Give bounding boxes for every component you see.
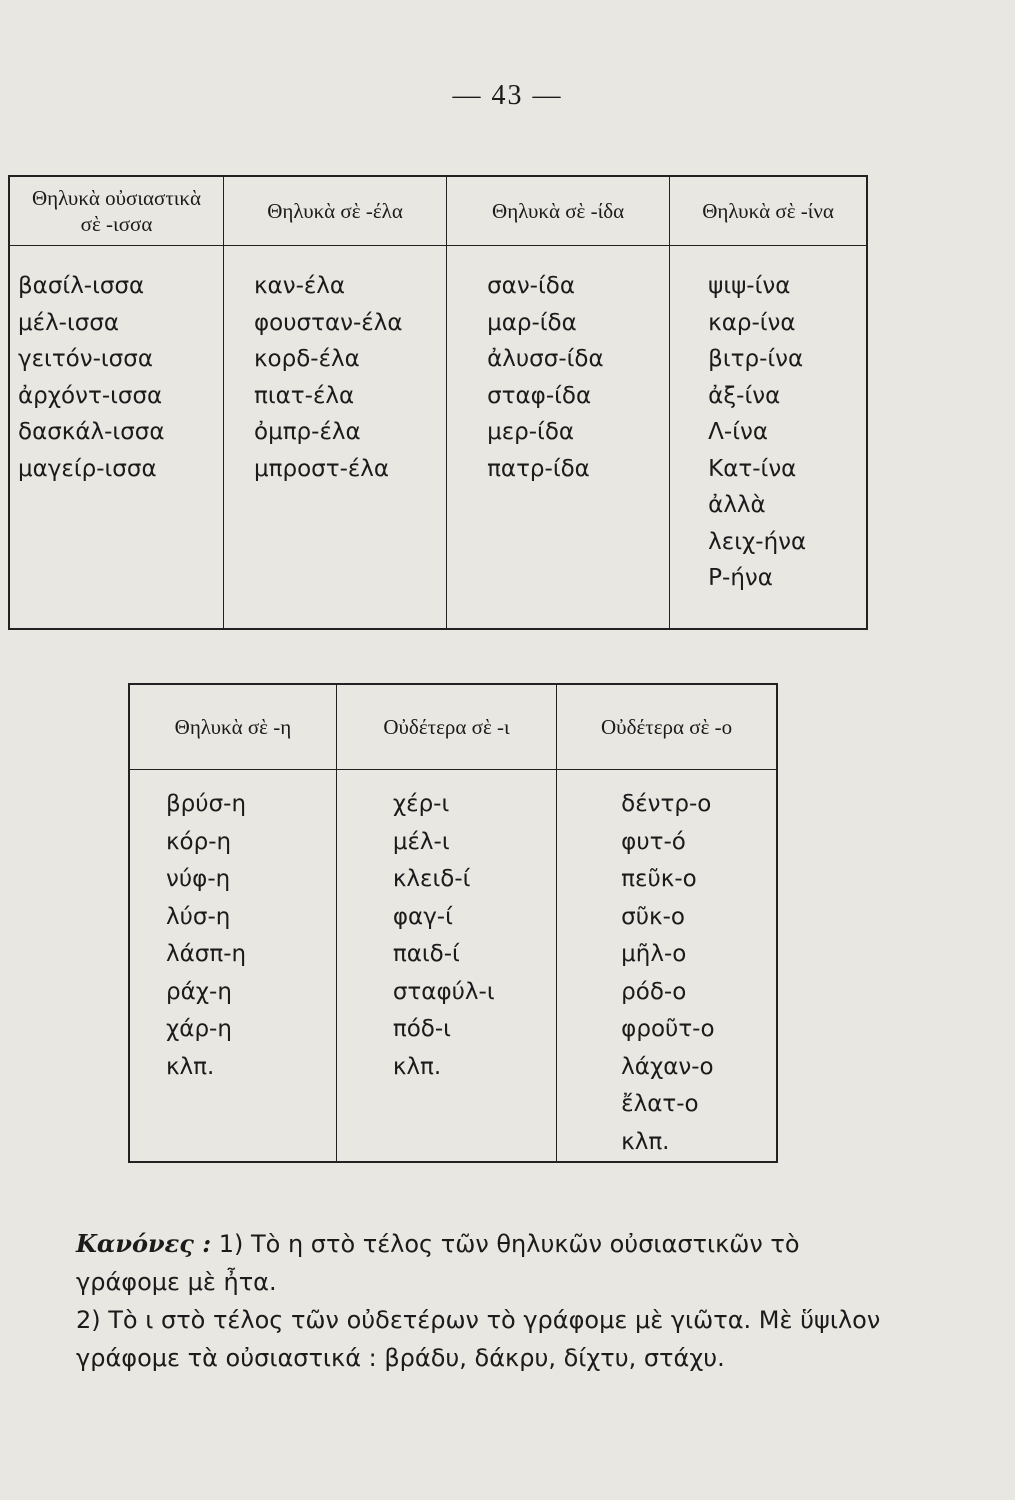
list-item: ἀλυσσ-ίδα xyxy=(487,346,604,372)
column-ina xyxy=(670,246,867,630)
table-body-row xyxy=(9,246,867,630)
column-issa xyxy=(9,246,224,630)
list-item: πεῦκ-ο xyxy=(621,866,697,892)
list-item: μέλ-ισσα xyxy=(18,309,120,336)
list-item: νύφ-η xyxy=(166,866,231,892)
list-item: παιδ-ί xyxy=(392,941,460,967)
list-item: κλπ. xyxy=(166,1053,215,1080)
list-item: λύσ-η xyxy=(166,903,231,930)
rules-section xyxy=(22,1225,902,1377)
list-item: βιτρ-ίνα xyxy=(708,346,804,372)
header-ela: Θηλυκὰ σὲ -έλα xyxy=(224,176,447,246)
list-item: φροῦτ-ο xyxy=(621,1016,715,1042)
list-item: φαγ-ί xyxy=(392,903,453,930)
rule-2-text: 2) Τὸ ι στὸ τέλος τῶν οὐδετέρων τὸ γράφομε μὲ γιῶτα. Μὲ ὕψιλον γράφομε τὰ οὐσιαστικά : βράδυ, δάκρυ, δίχτυ, στάχυ. xyxy=(76,1306,881,1372)
header-line: σὲ -ισσα xyxy=(80,212,153,236)
list-item: καν-έλα xyxy=(254,273,346,299)
list-item: φουσταν-έλα xyxy=(254,309,403,336)
list-item: ἀξ-ίνα xyxy=(708,382,781,409)
header-omicron: Οὐδέτερα σὲ -ο xyxy=(557,684,777,770)
feminine-endings-table xyxy=(8,175,868,630)
header-iota: Οὐδέτερα σὲ -ι xyxy=(336,684,556,770)
rule-2-paragraph xyxy=(22,1301,902,1377)
rule-1-text: 1) Τὸ η στὸ τέλος τῶν θηλυκῶν οὐσιαστικῶν τὸ γράφομε μὲ ἦτα. xyxy=(76,1230,800,1296)
list-item: πατρ-ίδα xyxy=(487,455,590,482)
list-item: δέντρ-ο xyxy=(621,791,712,817)
page-number: — 43 — xyxy=(452,80,563,111)
list-item: μαρ-ίδα xyxy=(487,309,577,336)
list-item: λάχαν-ο xyxy=(621,1053,714,1080)
rules-title: Κανόνες : xyxy=(76,1229,212,1258)
list-item: μέλ-ι xyxy=(392,828,450,855)
list-item: σαν-ίδα xyxy=(487,273,575,299)
list-item: ἔλατ-ο xyxy=(621,1091,699,1117)
header-issa xyxy=(9,176,224,246)
list-item: χάρ-η xyxy=(166,1016,232,1042)
list-item: πιατ-έλα xyxy=(254,382,355,409)
list-item: κλειδ-ί xyxy=(392,866,471,892)
table-header-row xyxy=(129,684,777,770)
list-item: χέρ-ι xyxy=(392,791,450,817)
list-item: φυτ-ό xyxy=(621,828,686,855)
list-item: μπροστ-έλα xyxy=(254,455,390,482)
list-item: ἀλλὰ xyxy=(708,492,766,518)
rule-1-paragraph xyxy=(22,1225,902,1301)
list-item: κόρ-η xyxy=(166,828,232,855)
list-item: γειτόν-ισσα xyxy=(18,346,153,372)
column-iota xyxy=(336,770,556,1163)
list-item: κορδ-έλα xyxy=(254,346,360,372)
header-ina: Θηλυκὰ σὲ -ίνα xyxy=(670,176,867,246)
column-ela xyxy=(224,246,447,630)
list-item: Ρ-ήνα xyxy=(708,565,773,591)
header-eta: Θηλυκὰ σὲ -η xyxy=(129,684,336,770)
endings-table-eta-iota-omicron xyxy=(128,683,778,1163)
list-item: μερ-ίδα xyxy=(487,419,575,445)
column-omicron xyxy=(557,770,777,1163)
list-item: δασκάλ-ισσα xyxy=(18,419,165,445)
list-item: λάσπ-η xyxy=(166,941,247,967)
list-item: ἀρχόντ-ισσα xyxy=(18,382,163,409)
list-item: ρόδ-ο xyxy=(621,978,687,1005)
list-item: βασίλ-ισσα xyxy=(18,273,145,299)
list-item: σταφύλ-ι xyxy=(392,978,495,1005)
list-item: Κατ-ίνα xyxy=(708,455,797,482)
list-item: ὀμπρ-έλα xyxy=(254,419,361,445)
list-item: μαγείρ-ισσα xyxy=(18,455,157,482)
list-item: βρύσ-η xyxy=(166,791,247,817)
column-ida xyxy=(447,246,670,630)
list-item: ράχ-η xyxy=(166,978,232,1005)
header-line: Θηλυκὰ οὐσιαστικὰ xyxy=(31,186,202,210)
list-item: πόδ-ι xyxy=(392,1016,451,1042)
list-item: καρ-ίνα xyxy=(708,309,796,336)
list-item: Λ-ίνα xyxy=(708,419,768,445)
list-item: σῦκ-ο xyxy=(621,903,685,930)
list-item: κλπ. xyxy=(621,1128,670,1155)
list-item: σταφ-ίδα xyxy=(487,382,592,409)
table-body-row xyxy=(129,770,777,1163)
list-item: κλπ. xyxy=(392,1053,442,1080)
column-eta xyxy=(129,770,336,1163)
header-ida: Θηλυκὰ σὲ -ίδα xyxy=(447,176,670,246)
list-item: λειχ-ήνα xyxy=(708,528,807,555)
list-item: ψιψ-ίνα xyxy=(708,273,791,299)
table-header-row xyxy=(9,176,867,246)
list-item: μῆλ-ο xyxy=(621,941,687,967)
